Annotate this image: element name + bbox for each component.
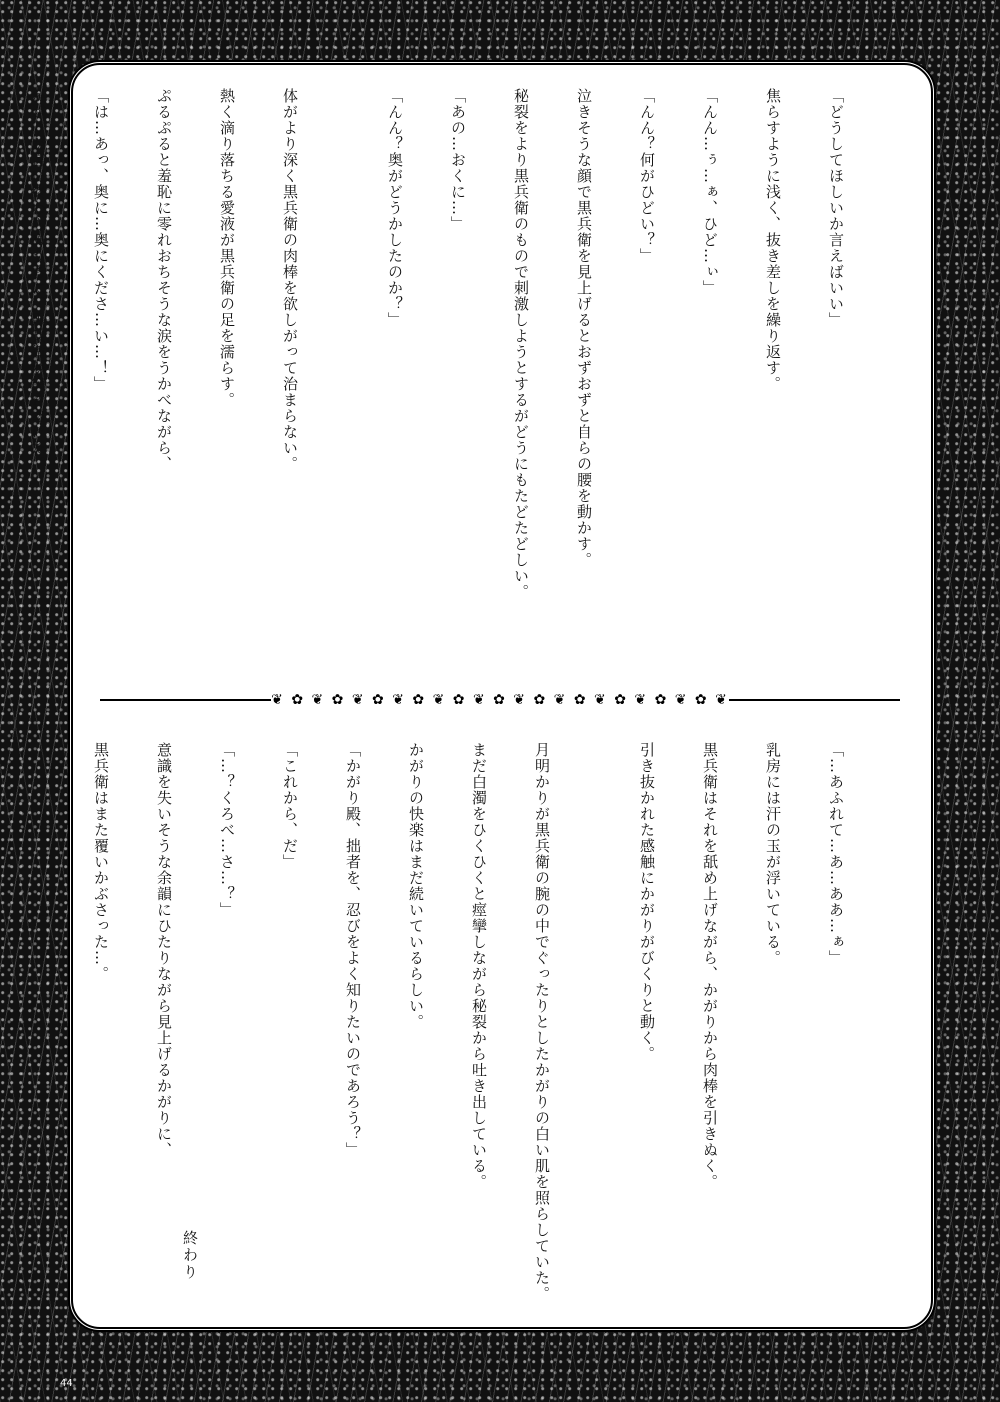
text-line: まだ白濁をひくひくと痙攣しながら秘裂から吐き出している。 — [470, 742, 488, 1190]
text-line: 「んん…ぅ…ぁ、ひど…ぃ」 — [701, 88, 719, 296]
text-line: 引き抜かれた感触にかがりがびくりと動く。 — [638, 742, 656, 1062]
end-label: 終わり — [181, 1230, 199, 1281]
text-line: 体がより深く黒兵衛の肉棒を欲しがって治まらない。 — [281, 88, 299, 472]
text-line: 乳房には汗の玉が浮いている。 — [764, 742, 782, 966]
text-line: 「…あふれて…あ…ああ…ぁ」 — [827, 742, 845, 966]
divider-ornament: ❦ ✿ ❦ ✿ ❦ ✿ ❦ ✿ ❦ ✿ ❦ ✿ ❦ ✿ ❦ ✿ ❦ ✿ ❦ ✿ ❦ ✿ ❦ — [271, 692, 729, 708]
text-line: 焦らすように浅く、抜き差しを繰り返す。 — [764, 88, 782, 392]
text-line: 月明かりが黒兵衛の腕の中でぐったりとしたかがりの白い肌を照らしていた。 — [533, 742, 551, 1302]
page-number: 44 — [60, 1378, 73, 1389]
text-line: 「…？くろべ…さ…？」 — [218, 742, 236, 918]
text-line: 「は…あっ、奥に…奥にくださ…い…！」 — [92, 88, 110, 392]
text-line: 秘裂をより黒兵衛のもので刺激しようとするがどうにもたどたどしい。 — [512, 88, 530, 600]
text-line: 意識を失いそうな余韻にひたりながら見上げるかがりに、 — [155, 742, 173, 1158]
text-line: 「んん？何がひどい？」 — [638, 88, 656, 264]
text-line: 「んん？奥がどうかしたのか？」 — [386, 88, 404, 328]
ornamental-divider — [100, 690, 900, 710]
text-line: 「どうしてほしいか言えばいい」 — [827, 88, 845, 328]
text-block-upper — [29, 88, 888, 674]
text-line: 「これから、だ」 — [281, 742, 299, 870]
divider-rule-right — [729, 699, 900, 701]
text-line: 「あの…おくに…」 — [449, 88, 467, 232]
text-line: かがりの快楽はまだ続いているらしい。 — [407, 742, 425, 1030]
text-line: 泣きそうな顔で黒兵衛を見上げるとおずおずと自らの腰を動かす。 — [575, 88, 593, 568]
text-line: 「かがり殿、拙者を、忍びをよく知りたいのであろう？」 — [344, 742, 362, 1158]
text-line: 熱く滴り落ちる愛液が黒兵衛の足を濡らす。 — [218, 88, 236, 408]
text-line: ぷるぷると羞恥に零れおちそうな涙をうかべながら、 — [155, 88, 173, 472]
text-line: 黒兵衛はそれを舐め上げながら、かがりから肉棒を引きぬく。 — [701, 742, 719, 1190]
text-block-lower — [92, 742, 888, 1302]
text-line: かがりが言い終わらぬうちに、黒兵衛が突きあげた。 — [29, 88, 47, 472]
text-line: 黒兵衛はまた覆いかぶさった…。 — [92, 742, 110, 982]
divider-rule-left — [100, 699, 271, 701]
